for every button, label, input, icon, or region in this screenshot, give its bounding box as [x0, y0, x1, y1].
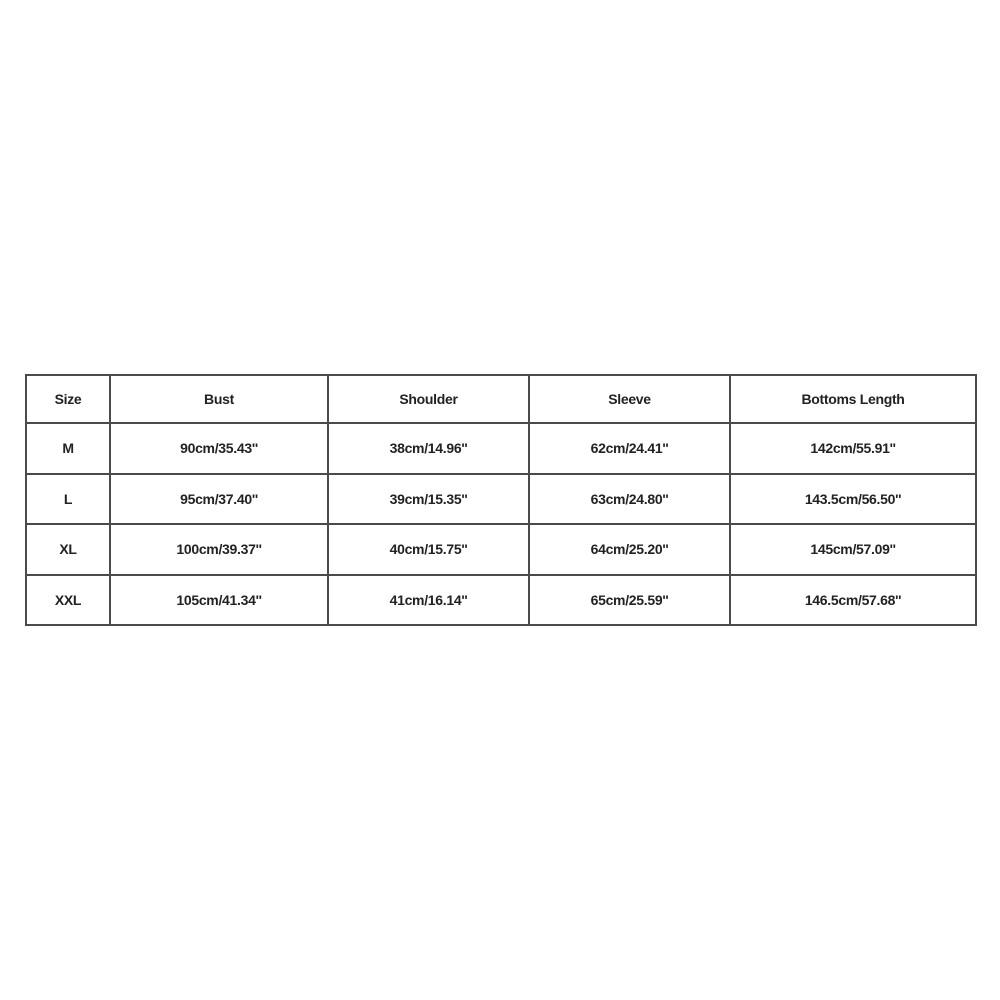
cell-size: XL — [26, 524, 110, 575]
cell-sleeve: 63cm/24.80'' — [529, 474, 730, 525]
cell-shoulder: 39cm/15.35'' — [328, 474, 529, 525]
cell-shoulder: 41cm/16.14'' — [328, 575, 529, 626]
cell-bottoms-length: 145cm/57.09'' — [730, 524, 976, 575]
size-chart-table — [25, 374, 977, 626]
cell-bottoms-length: 142cm/55.91'' — [730, 423, 976, 474]
cell-shoulder: 38cm/14.96'' — [328, 423, 529, 474]
table-row — [26, 423, 976, 474]
header-size: Size — [26, 375, 110, 423]
table-row — [26, 474, 976, 525]
cell-size: L — [26, 474, 110, 525]
cell-size: M — [26, 423, 110, 474]
cell-bust: 100cm/39.37'' — [110, 524, 328, 575]
header-shoulder: Shoulder — [328, 375, 529, 423]
header-sleeve: Sleeve — [529, 375, 730, 423]
table-row — [26, 575, 976, 626]
cell-bottoms-length: 143.5cm/56.50'' — [730, 474, 976, 525]
cell-bust: 90cm/35.43'' — [110, 423, 328, 474]
table-header-row — [26, 375, 976, 423]
cell-sleeve: 65cm/25.59'' — [529, 575, 730, 626]
cell-sleeve: 64cm/25.20'' — [529, 524, 730, 575]
cell-shoulder: 40cm/15.75'' — [328, 524, 529, 575]
cell-bust: 95cm/37.40'' — [110, 474, 328, 525]
cell-bottoms-length: 146.5cm/57.68'' — [730, 575, 976, 626]
cell-sleeve: 62cm/24.41'' — [529, 423, 730, 474]
header-bottoms-length: Bottoms Length — [730, 375, 976, 423]
cell-bust: 105cm/41.34'' — [110, 575, 328, 626]
header-bust: Bust — [110, 375, 328, 423]
cell-size: XXL — [26, 575, 110, 626]
table-row — [26, 524, 976, 575]
